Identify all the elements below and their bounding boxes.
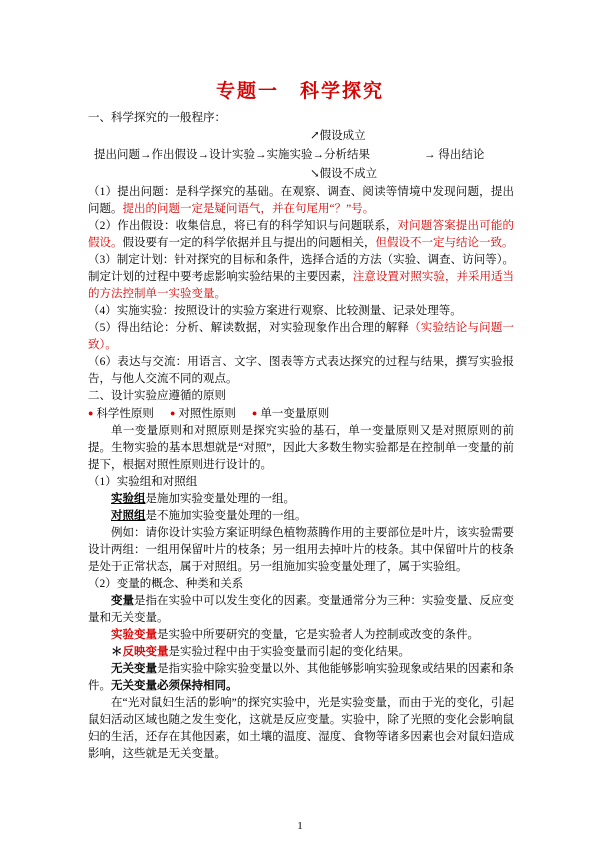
text-run: （1）实验组和对照组 [88, 476, 198, 488]
paragraph [88, 184, 514, 218]
text-run: 在“光对鼠妇生活的影响”的探究实验中，光是实验变量，而由于光的变化，引起鼠妇活动区域也随之发生变化，这就是反应变量。实验中，除了光照的变化会影响鼠妇的生活，还存在其他因素，如土壤的温度、湿度、食物等诸多因素也会对鼠妇造成影响，这些就是无关变量。 [88, 697, 514, 760]
text-run: 实验变量 [111, 629, 157, 641]
text-run: 对照组 [111, 510, 146, 522]
text-run: 假设要有一定的科学依据并且与提出的问题相关， [122, 237, 376, 249]
flow-row-main [88, 146, 514, 165]
paragraph [88, 593, 514, 627]
bullet-dot-icon: ● [169, 408, 176, 418]
section-heading [88, 388, 514, 405]
text-run: （4）实施实验：按照设计的实验方案进行观察、比较测量、记录处理等。 [88, 305, 462, 317]
paragraph [88, 525, 514, 576]
principle-item [252, 408, 329, 420]
flow-conclusion: → 得出结论 [424, 149, 485, 161]
paragraph [88, 303, 514, 320]
section1-heading: 一、科学探究的一般程序： [88, 112, 226, 124]
text-run: 是实验中所要研究的变量，它是实验者人为控制或改变的条件。 [157, 629, 479, 641]
text-run: （6）表达与交流：用语言、文字、图表等方式表达探究的过程与结果，撰写实验报告，与他人交流不同的观点。 [88, 356, 514, 385]
flow-main-steps: 提出问题→作出假设→设计实验→实施实验→分析结果 [94, 149, 370, 161]
text-run: 但假设不一定与结论一致。 [375, 237, 514, 249]
text-run: 是施加实验变量处理的一组。 [145, 493, 295, 505]
text-run: 是实验过程中由于实验变量而引起的变化结果。 [168, 646, 410, 658]
principle-label: 科学性原则 [96, 408, 154, 420]
flow-row-fail [88, 165, 514, 184]
text-run: 无关变量 [111, 663, 158, 675]
text-run: 反映变量 [122, 646, 169, 658]
paragraph [88, 491, 514, 508]
paragraph [88, 695, 514, 763]
text-run: 是指在实验中可以发生变化的因素。变量通常分为三种：实验变量、反应变量和无关变量。 [88, 595, 514, 624]
bullet-dot-icon: ● [251, 408, 258, 418]
text-run: 单一变量原则和对照原则是探究实验的基石，单一变量原则又是对照原则的前提。生物实验的基本思想就是“对照”，因此大多数生物实验都是在控制单一变量的前提下，根据对照性原则进行设计的。 [88, 425, 514, 471]
text-run: 无关变量必须保持相同。 [111, 680, 238, 692]
text-run: （3）制定计划：针对探究的目标和条件，选择合适的方法（实验、调查、访问等）。制定计划的过程中要考虑影响实验结果的主要因素， [88, 254, 514, 283]
principle-label: 单一变量原则 [260, 408, 330, 420]
principle-item [170, 408, 236, 420]
paragraph [88, 508, 514, 525]
paragraph [88, 661, 514, 695]
document-blocks [88, 184, 514, 763]
paragraph [88, 252, 514, 303]
paragraph [88, 474, 514, 491]
paragraph [88, 218, 514, 252]
paragraph [88, 320, 514, 354]
flow-row-success [88, 127, 514, 146]
text-run: 注意设置对照实验，并采用适当的方法控制单一实验变量。 [88, 271, 515, 300]
text-run: （实验结论与问题一致）。 [88, 322, 514, 351]
text-run: 二、设计实验应遵循的原则 [88, 390, 226, 402]
page-number: 1 [297, 820, 303, 832]
text-run: （1）提出问题：是科学探究的基础。在观察、调查、阅读等情境中发现问题，提出问题。 [88, 186, 514, 215]
text-run: 提出的问题一定是疑问语气，并在句尾用“？”号。 [122, 203, 375, 215]
principles-line [88, 405, 514, 423]
principle-label: 对照性原则 [178, 408, 236, 420]
text-run: 对问题答案提出可能的假设。 [88, 220, 514, 249]
paragraph [88, 644, 514, 661]
text-run: 实验组 [111, 493, 146, 505]
text-run: 变量 [111, 595, 135, 607]
paragraph [88, 423, 514, 474]
text-run: 是不施加实验变量处理的一组。 [145, 510, 307, 522]
text-run: （5）得出结论：分析、解读数据，对实验现象作出合理的解释 [88, 322, 410, 334]
procedure-flow-diagram [88, 127, 514, 184]
principle-item [88, 408, 154, 420]
text-run: （2）变量的概念、种类和关系 [88, 578, 244, 590]
paragraph [88, 627, 514, 644]
document-title: 专题一 科学探究 [215, 81, 384, 102]
paragraph [88, 576, 514, 593]
flow-branch-success: ↗假设成立 [310, 130, 366, 142]
flow-branch-fail: ↘假设不成立 [310, 168, 378, 180]
bullet-dot-icon: ● [88, 408, 94, 418]
text-run: 例如：请你设计实验方案证明绿色植物蒸腾作用的主要部位是叶片，该实验需要设计两组：一组用保留叶片的枝条；另一组用去掉叶片的枝条。其中保留叶片的枝条是处于正常状态，属于对照组。另一组施加实验变量处理了，属于实验组。 [88, 527, 514, 573]
document-content [88, 110, 514, 763]
text-run: （2）作出假设：收集信息，将已有的科学知识与问题联系， [88, 220, 398, 232]
text-run: ＊ [111, 646, 123, 658]
paragraph [88, 354, 514, 388]
text-run: 是指实验中除实验变量以外、其他能够影响实验现象或结果的因素和条件。 [88, 663, 514, 692]
